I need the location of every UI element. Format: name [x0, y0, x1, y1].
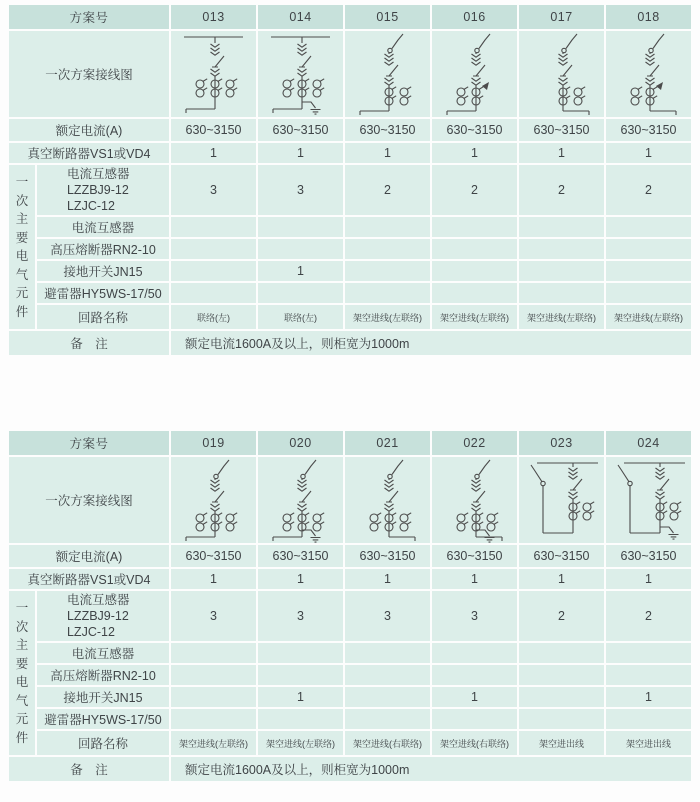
cell-breaker-014: 1	[258, 143, 343, 163]
earth-switch-row	[9, 261, 691, 281]
cell-ct2-013	[171, 217, 256, 237]
cell-fuse-016	[432, 239, 517, 259]
cell-circuit_name-013: 联络(左)	[171, 305, 256, 329]
row-label-arrester: 避雷器HY5WS-17/50	[37, 283, 169, 303]
cell-schemes-020: 020	[258, 431, 343, 455]
cell-schemes-014: 014	[258, 5, 343, 29]
fuse-row	[9, 665, 691, 685]
cell-circuit_name-023: 架空进出线	[519, 731, 604, 755]
group-label-char: 一	[15, 175, 29, 189]
ct1-row	[9, 165, 691, 215]
remark-row	[9, 331, 691, 355]
row-label-breaker: 真空断路器VS1或VD4	[9, 569, 169, 589]
cell-rated_current-016: 630~3150	[432, 119, 517, 141]
circuit-name-row	[9, 305, 691, 329]
group-label-char: 元	[15, 286, 29, 300]
cell-circuit_name-015: 架空进线(左联络)	[345, 305, 430, 329]
breaker-row	[9, 569, 691, 589]
group-label-char: 要	[15, 230, 29, 245]
row-label-circuit-name: 回路名称	[37, 731, 169, 755]
group-label-char: 次	[15, 193, 29, 208]
diagram-cell-024	[606, 457, 691, 543]
ct1-line1: 电流互感器	[66, 592, 130, 607]
cell-arrester-015	[345, 283, 430, 303]
row-label-fuse: 高压熔断器RN2-10	[37, 665, 169, 685]
earth-switch-row	[9, 687, 691, 707]
cell-ct1-015: 2	[345, 165, 430, 215]
scheme-table-1	[7, 3, 693, 357]
cell-ct1-024: 2	[606, 591, 691, 641]
cell-arrester-017	[519, 283, 604, 303]
ct1-row	[9, 591, 691, 641]
cell-breaker-017: 1	[519, 143, 604, 163]
cell-breaker-013: 1	[171, 143, 256, 163]
cell-earth_switch-016	[432, 261, 517, 281]
cell-earth_switch-014: 1	[258, 261, 343, 281]
cell-earth_switch-022: 1	[432, 687, 517, 707]
cell-schemes-015: 015	[345, 5, 430, 29]
arrester-row	[9, 283, 691, 303]
group-label-primary-components	[9, 165, 35, 329]
cell-circuit_name-016: 架空进线(左联络)	[432, 305, 517, 329]
cell-arrester-018	[606, 283, 691, 303]
cell-fuse-017	[519, 239, 604, 259]
cell-rated_current-022: 630~3150	[432, 545, 517, 567]
cell-ct1-021: 3	[345, 591, 430, 641]
group-label-char: 元	[15, 712, 29, 726]
diagram-row	[9, 457, 691, 543]
row-label-diagram: 一次方案接线图	[9, 31, 169, 117]
row-label-breaker: 真空断路器VS1或VD4	[9, 143, 169, 163]
one-line-diagram-019	[171, 457, 256, 543]
cell-ct2-024	[606, 643, 691, 663]
one-line-diagram-017	[519, 31, 604, 117]
one-line-diagram-024	[606, 457, 691, 543]
rated-current-row	[9, 119, 691, 141]
group-label-char: 气	[15, 693, 29, 708]
row-label-ct1	[37, 591, 169, 641]
group-label-char: 要	[15, 656, 29, 671]
cell-breaker-016: 1	[432, 143, 517, 163]
group-label-char: 件	[15, 730, 29, 745]
one-line-diagram-013	[171, 31, 256, 117]
one-line-diagram-023	[519, 457, 604, 543]
one-line-diagram-015	[345, 31, 430, 117]
row-label-arrester: 避雷器HY5WS-17/50	[37, 709, 169, 729]
cell-breaker-015: 1	[345, 143, 430, 163]
diagram-cell-013	[171, 31, 256, 117]
cell-fuse-015	[345, 239, 430, 259]
rated-current-row	[9, 545, 691, 567]
row-label-rated-current: 额定电流(A)	[9, 545, 169, 567]
arrester-row	[9, 709, 691, 729]
cell-ct2-022	[432, 643, 517, 663]
row-label-diagram: 一次方案接线图	[9, 457, 169, 543]
cell-schemes-019: 019	[171, 431, 256, 455]
one-line-diagram-022	[432, 457, 517, 543]
diagram-cell-016	[432, 31, 517, 117]
row-label-ct1	[37, 165, 169, 215]
remark-text-2: 额定电流1600A及以上，则柜宽为1000m	[171, 757, 691, 781]
cell-breaker-024: 1	[606, 569, 691, 589]
cell-circuit_name-014: 联络(左)	[258, 305, 343, 329]
cell-earth_switch-018	[606, 261, 691, 281]
cell-breaker-021: 1	[345, 569, 430, 589]
ct1-line2: LZZBJ9-12	[66, 182, 129, 197]
cell-schemes-017: 017	[519, 5, 604, 29]
cell-arrester-024	[606, 709, 691, 729]
cell-ct1-017: 2	[519, 165, 604, 215]
cell-fuse-024	[606, 665, 691, 685]
ct1-line2: LZZBJ9-12	[66, 608, 129, 623]
cell-schemes-013: 013	[171, 5, 256, 29]
diagram-cell-017	[519, 31, 604, 117]
cell-rated_current-018: 630~3150	[606, 119, 691, 141]
cell-arrester-022	[432, 709, 517, 729]
row-label-scheme-no: 方案号	[9, 5, 169, 29]
cell-fuse-018	[606, 239, 691, 259]
one-line-diagram-016	[432, 31, 517, 117]
group-label-char: 一	[15, 601, 29, 615]
cell-rated_current-023: 630~3150	[519, 545, 604, 567]
cell-circuit_name-021: 架空进线(右联络)	[345, 731, 430, 755]
cell-breaker-023: 1	[519, 569, 604, 589]
row-label-circuit-name: 回路名称	[37, 305, 169, 329]
cell-earth_switch-015	[345, 261, 430, 281]
remark-row	[9, 757, 691, 781]
cell-fuse-022	[432, 665, 517, 685]
cell-fuse-023	[519, 665, 604, 685]
one-line-diagram-021	[345, 457, 430, 543]
cell-rated_current-014: 630~3150	[258, 119, 343, 141]
cell-ct1-013: 3	[171, 165, 256, 215]
remark-text-1: 额定电流1600A及以上，则柜宽为1000m	[171, 331, 691, 355]
diagram-cell-023	[519, 457, 604, 543]
cell-ct2-018	[606, 217, 691, 237]
cell-breaker-022: 1	[432, 569, 517, 589]
group-label-char: 电	[15, 249, 29, 263]
diagram-cell-021	[345, 457, 430, 543]
group-label-char: 气	[15, 267, 29, 282]
diagram-cell-015	[345, 31, 430, 117]
cell-rated_current-013: 630~3150	[171, 119, 256, 141]
cell-earth_switch-017	[519, 261, 604, 281]
cell-arrester-020	[258, 709, 343, 729]
scheme-table-2	[7, 429, 693, 783]
diagram-cell-022	[432, 457, 517, 543]
cell-arrester-019	[171, 709, 256, 729]
cell-circuit_name-017: 架空进线(左联络)	[519, 305, 604, 329]
cell-breaker-020: 1	[258, 569, 343, 589]
cell-ct2-021	[345, 643, 430, 663]
cell-breaker-019: 1	[171, 569, 256, 589]
cell-arrester-013	[171, 283, 256, 303]
row-label-remark: 备 注	[9, 757, 169, 781]
diagram-cell-020	[258, 457, 343, 543]
breaker-row	[9, 143, 691, 163]
ct2-row	[9, 217, 691, 237]
diagram-row	[9, 31, 691, 117]
row-label-ct2: 电流互感器	[37, 217, 169, 237]
cell-arrester-016	[432, 283, 517, 303]
cell-rated_current-015: 630~3150	[345, 119, 430, 141]
cell-ct2-017	[519, 217, 604, 237]
cell-ct1-020: 3	[258, 591, 343, 641]
cell-ct1-019: 3	[171, 591, 256, 641]
one-line-diagram-014	[258, 31, 343, 117]
one-line-diagram-020	[258, 457, 343, 543]
cell-schemes-022: 022	[432, 431, 517, 455]
cell-ct2-020	[258, 643, 343, 663]
cell-earth_switch-021	[345, 687, 430, 707]
diagram-cell-014	[258, 31, 343, 117]
cell-circuit_name-019: 架空进线(左联络)	[171, 731, 256, 755]
cell-ct2-016	[432, 217, 517, 237]
group-label-char: 次	[15, 619, 29, 634]
cell-ct1-022: 3	[432, 591, 517, 641]
cell-earth_switch-024: 1	[606, 687, 691, 707]
cell-earth_switch-020: 1	[258, 687, 343, 707]
cell-fuse-020	[258, 665, 343, 685]
row-label-fuse: 高压熔断器RN2-10	[37, 239, 169, 259]
cell-ct2-014	[258, 217, 343, 237]
cell-schemes-021: 021	[345, 431, 430, 455]
cell-arrester-014	[258, 283, 343, 303]
cell-earth_switch-019	[171, 687, 256, 707]
cell-fuse-013	[171, 239, 256, 259]
cell-rated_current-021: 630~3150	[345, 545, 430, 567]
group-label-primary-components	[9, 591, 35, 755]
diagram-cell-019	[171, 457, 256, 543]
group-label-char: 件	[15, 304, 29, 319]
cell-schemes-018: 018	[606, 5, 691, 29]
ct2-row	[9, 643, 691, 663]
cell-arrester-023	[519, 709, 604, 729]
header-row	[9, 5, 691, 29]
header-row	[9, 431, 691, 455]
cell-circuit_name-020: 架空进线(左联络)	[258, 731, 343, 755]
group-label-char: 主	[15, 638, 29, 652]
cell-circuit_name-022: 架空进线(右联络)	[432, 731, 517, 755]
cell-earth_switch-023	[519, 687, 604, 707]
cell-schemes-023: 023	[519, 431, 604, 455]
cell-circuit_name-018: 架空进线(左联络)	[606, 305, 691, 329]
cell-rated_current-020: 630~3150	[258, 545, 343, 567]
cell-ct1-018: 2	[606, 165, 691, 215]
fuse-row	[9, 239, 691, 259]
row-label-earth-switch: 接地开关JN15	[37, 687, 169, 707]
cell-fuse-021	[345, 665, 430, 685]
cell-arrester-021	[345, 709, 430, 729]
row-label-remark: 备 注	[9, 331, 169, 355]
cell-schemes-024: 024	[606, 431, 691, 455]
ct1-line3: LZJC-12	[66, 199, 115, 214]
cell-fuse-014	[258, 239, 343, 259]
cell-rated_current-024: 630~3150	[606, 545, 691, 567]
row-label-scheme-no: 方案号	[9, 431, 169, 455]
row-label-earth-switch: 接地开关JN15	[37, 261, 169, 281]
cell-rated_current-019: 630~3150	[171, 545, 256, 567]
cell-ct1-014: 3	[258, 165, 343, 215]
row-label-rated-current: 额定电流(A)	[9, 119, 169, 141]
cell-ct2-023	[519, 643, 604, 663]
cell-schemes-016: 016	[432, 5, 517, 29]
ct1-line3: LZJC-12	[66, 625, 115, 640]
one-line-diagram-018	[606, 31, 691, 117]
group-label-char: 主	[15, 212, 29, 226]
cell-ct2-019	[171, 643, 256, 663]
ct1-line1: 电流互感器	[66, 166, 130, 181]
cell-ct1-023: 2	[519, 591, 604, 641]
cell-ct2-015	[345, 217, 430, 237]
cell-breaker-018: 1	[606, 143, 691, 163]
cell-fuse-019	[171, 665, 256, 685]
cell-ct1-016: 2	[432, 165, 517, 215]
cell-circuit_name-024: 架空进出线	[606, 731, 691, 755]
group-label-char: 电	[15, 675, 29, 689]
circuit-name-row	[9, 731, 691, 755]
cell-rated_current-017: 630~3150	[519, 119, 604, 141]
diagram-cell-018	[606, 31, 691, 117]
cell-earth_switch-013	[171, 261, 256, 281]
row-label-ct2: 电流互感器	[37, 643, 169, 663]
